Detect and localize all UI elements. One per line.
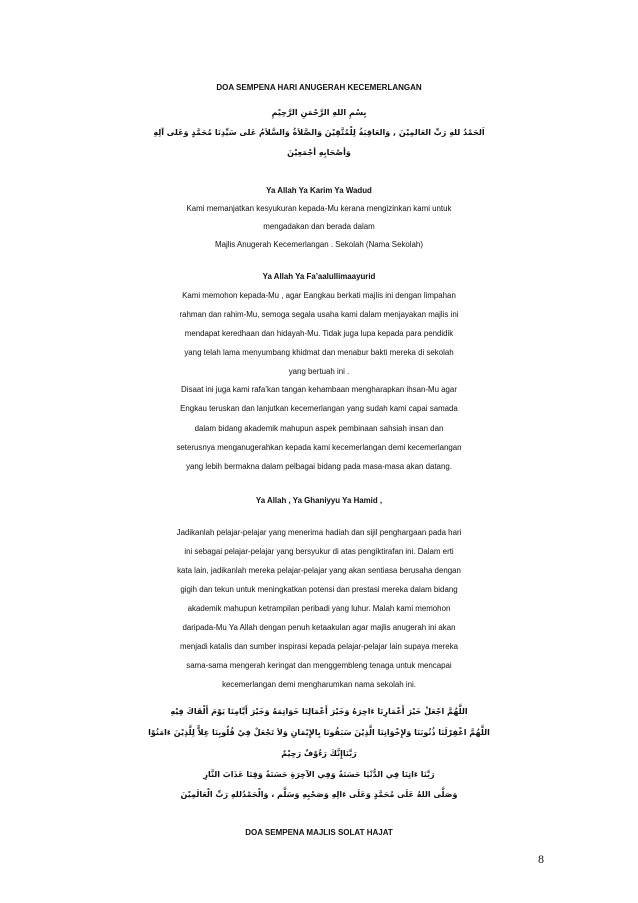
paragraph-line: gigih dan tekun untuk meningkatkan potensi dan prestasi mereka dalam bidang [180, 585, 458, 594]
paragraph-line: ini sebagai pelajar-pelajar yang bersyukur di atas pengiktirafan ini. Dalam erti [184, 547, 454, 556]
paragraph-line: sama-sama mengerah keringat dan menggembleng tenaga untuk mencapai [186, 661, 452, 670]
paragraph-line: kata lain, jadikanlah mereka pelajar-pelajar yang akan sentiasa berusaha dengan [177, 566, 461, 575]
section-heading-solat-hajat: DOA SEMPENA MAJLIS SOLAT HAJAT [245, 828, 393, 837]
document-title: DOA SEMPENA HARI ANUGERAH KECEMERLANGAN [216, 83, 422, 92]
closing-arabic-line: اللَّهُمَّ اجْعَلْ خَيْرَ أَعْمَارِنَا ءَاخِرَهُ وَخَيْرَ أَعْمَالِنَا خَوَاتِمَهُ وَخَيْرَ أَيَّامِنَا يَوْمَ أَلْقَاكَ فِيْهِ [170, 707, 468, 716]
paragraph-line: daripada-Mu Ya Allah dengan penuh ketaakulan agar majlis anugerah ini akan [182, 623, 456, 632]
section1-heading: Ya Allah Ya Karim Ya Wadud [266, 186, 372, 195]
paragraph-line: kecemerlangan demi mengharumkan nama sekolah ini. [222, 680, 416, 689]
paragraph-line: yang telah lama menyumbang khidmat dan menabur bakti mereka di sekolah [184, 348, 454, 357]
paragraph-line: mendapat keredhaan dan hidayah-Mu. Tidak juga lupa kepada para pendidik [184, 329, 454, 338]
paragraph-line: Jadikanlah pelajar-pelajar yang menerima hadiah dan sijil penghargaan pada hari [176, 528, 462, 537]
paragraph-line: Kami memanjatkan kesyukuran kepada-Mu kerana mengizinkan kami untuk [186, 204, 452, 213]
section2-heading: Ya Allah Ya Fa’aalullimaayurid [262, 272, 376, 281]
paragraph-line: akademik mahupun ketrampilan peribadi yang luhur. Malah kami memohon [187, 604, 451, 613]
closing-arabic-line: اللَّهُمَّ اغْفِرْلَنَا ذُنُوبَنَا وَلإِخْوَانِنَا الَّذِيْنَ سَبَقُونَا بِالإِيْمَانِ وَلاَ تَجْعَلْ فِيْ قُلُوبِنَا غِلاًّ لِلَّذِيْنَ ءَامَنُوْا [148, 728, 490, 737]
opening-arabic-line: وَأصْحَابِهِ أجْمَعِيْنَ [287, 148, 351, 157]
closing-arabic-line: وَصَلَّى اللهُ عَلَى مُحَمَّدٍ وَعَلَى ءَالِهِ وَصَحْبِهِ وَسَلَّم ، وَالْحَمْدُللهِ رَبِّ الْعَالَمِيْنَ [180, 790, 458, 799]
paragraph-line: Engkau teruskan dan lanjutkan kecemerlangan yang sudah kami capai samada [180, 404, 458, 413]
paragraph-line: dalam bidang akademik mahupun aspek pembinaan sahsiah insan dan [194, 424, 444, 433]
bismillah: بِسْمِ اللهِ الرَّحْمَنِ الرَّحِيْمِ [271, 108, 367, 117]
paragraph-line: menjadi katalis dan sumber inspirasi kepada pelajar-pelajar lain supaya mereka [179, 642, 459, 651]
paragraph-line: Majlis Anugerah Kecemerlangan . Sekolah (Nama Sekolah) [215, 240, 423, 249]
paragraph-line: Disaat ini juga kami rafa’kan tangan kehambaan mengharapkan ihsan-Mu agar [181, 385, 457, 394]
page-number: 8 [538, 852, 544, 866]
section4-heading: Ya Allah , Ya Ghaniyyu Ya Hamid , [255, 496, 383, 505]
paragraph-line: Kami memohon kepada-Mu , agar Eangkau berkati majlis ini dengan limpahan [182, 291, 456, 300]
closing-arabic-line: رَبَّنَا ءَاتِنَا فِي الدُّنْيَا حَسَنَةً وَفِي الآخِرَةِ حَسَنَةً وَقِنَا عَذَابَ النَّارِ [203, 770, 435, 779]
closing-arabic-line: رَبَّنَاإِنَّكَ رَءُوْفٌ رَحِيْمٌ [281, 749, 357, 758]
opening-arabic-line: اَلحَمْدُ للهِ رَبِّ العَالمِيْنَ , وَالعَاقِبَةُ لِلْمُتَّقِيْنَ وَالصَّلاَةُ وَالسَّلاَمُ عَلى سَيِّدِنَا مُحَمَّدٍ وَعَلى آلِهِ [153, 128, 485, 137]
paragraph-line: seterusnya menganugerahkan kepada kami kecemerlangan demi kecemerlangan [176, 443, 462, 452]
paragraph-line: yang lebih bermakna dalam pelbagai bidang pada masa-masa akan datang. [186, 462, 452, 471]
paragraph-line: rahman dan rahim-Mu, semoga segala usaha kami dalam menjayakan majlis ini [179, 310, 459, 319]
paragraph-line: yang bertuah ini . [288, 367, 350, 376]
paragraph-line: mengadakan dan berada dalam [263, 222, 375, 231]
